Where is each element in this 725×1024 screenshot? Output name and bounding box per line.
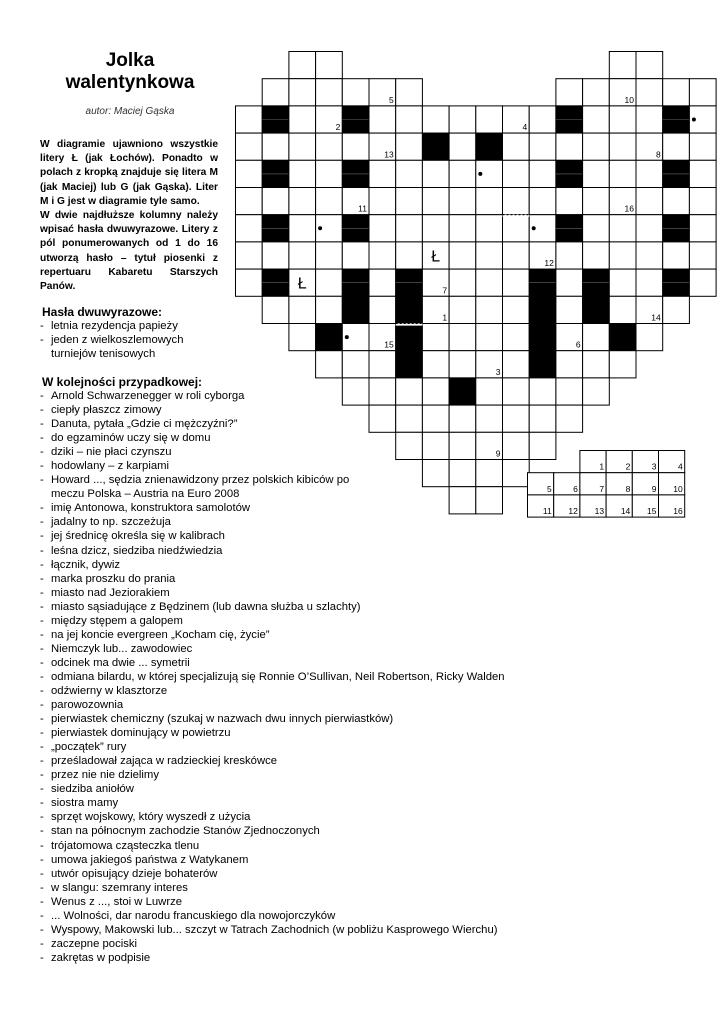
clue-item: - leśna dzicz, siedziba niedźwiedzia: [40, 544, 505, 558]
grid-cell[interactable]: [289, 52, 316, 79]
grid-cell[interactable]: [396, 405, 423, 432]
grid-cell[interactable]: [262, 296, 289, 323]
clue-item: - trójatomowa cząsteczka tlenu: [40, 839, 505, 853]
grid-cell[interactable]: [422, 378, 449, 405]
grid-cell[interactable]: [689, 269, 716, 296]
grid-cell[interactable]: [369, 269, 396, 296]
grid-cell[interactable]: [556, 269, 583, 296]
grid-cell[interactable]: [369, 242, 396, 269]
answer-cell-number: 11: [542, 506, 552, 517]
instructions-paragraph-1: W diagramie ujawniono wszystkie litery Ł (jak Łochów). Ponadto w polach z kropką znajduje się litera M (jak Maciej) lub G (jak Gąska). Liter M i G jest w diagramie tyle samo.: [40, 139, 218, 207]
grid-cell[interactable]: [636, 160, 663, 187]
clue-item: - przez nie nie dzielimy: [40, 768, 505, 782]
answer-cell-number: 8: [625, 483, 631, 494]
clue-item: - Howard ..., sędzia znienawidzony przez polskich kibiców po meczu Polska – Austria na Euro 2008: [40, 473, 381, 501]
clue-item: - ... Wolności, dar narodu francuskiego dla nowojorczyków: [40, 909, 505, 923]
answer-cell-number: 12: [568, 506, 578, 517]
black-cell: [609, 324, 636, 351]
black-cell: [529, 296, 556, 323]
grid-cell[interactable]: [449, 296, 476, 323]
clue-item: - Arnold Schwarzenegger w roli cyborga: [40, 389, 505, 403]
grid-cell[interactable]: [289, 324, 316, 351]
black-cell: [316, 324, 343, 351]
grid-cell[interactable]: [503, 133, 530, 160]
clue-item: - „początek” rury: [40, 740, 505, 754]
dot-marker: [398, 362, 402, 366]
given-letter: Ł: [297, 275, 307, 293]
grid-cell[interactable]: [636, 242, 663, 269]
cell-number: 8: [655, 149, 661, 160]
grid-cell[interactable]: [636, 106, 663, 133]
grid-cell[interactable]: [369, 296, 396, 323]
two-word-clue: - letnia rezydencja papieży: [40, 319, 230, 333]
grid-cell[interactable]: [289, 160, 316, 187]
grid-cell[interactable]: [236, 160, 263, 187]
grid-cell[interactable]: [583, 133, 610, 160]
cell-number: 12: [544, 258, 554, 269]
grid-cell[interactable]: [583, 242, 610, 269]
grid-cell[interactable]: [503, 405, 530, 432]
answer-cell-number: 16: [673, 506, 683, 517]
grid-cell[interactable]: [289, 133, 316, 160]
clue-item: - na jej koncie evergreen „Kocham cię, życie”: [40, 628, 505, 642]
clue-item: - łącznik, dywiz: [40, 558, 505, 572]
grid-cell[interactable]: [449, 106, 476, 133]
clue-item: - dziki – nie płaci czynszu: [40, 445, 505, 459]
grid-cell[interactable]: [396, 79, 423, 106]
cell-number: 16: [624, 203, 634, 214]
grid-cell[interactable]: [476, 215, 503, 242]
grid-cell[interactable]: [583, 160, 610, 187]
grid-cell[interactable]: [609, 242, 636, 269]
grid-cell[interactable]: [342, 79, 369, 106]
grid-cell[interactable]: [583, 378, 610, 405]
grid-cell[interactable]: [556, 296, 583, 323]
grid-cell[interactable]: [342, 378, 369, 405]
grid-cell[interactable]: [476, 487, 503, 514]
cell-number: 15: [384, 339, 394, 350]
grid-cell[interactable]: [342, 133, 369, 160]
clue-item: - odźwierny w klasztorze: [40, 684, 505, 698]
grid-cell[interactable]: [396, 133, 423, 160]
grid-cell[interactable]: [449, 133, 476, 160]
dot-marker: [532, 226, 536, 230]
grid-cell[interactable]: [609, 133, 636, 160]
grid-cell[interactable]: [529, 133, 556, 160]
dot-marker: [345, 335, 349, 339]
cell-number: 3: [495, 366, 501, 377]
clue-item: - miasto nad Jeziorakiem: [40, 586, 505, 600]
clue-item: - marka proszku do prania: [40, 572, 505, 586]
answer-cell-number: 1: [599, 461, 605, 472]
grid-cell[interactable]: [422, 405, 449, 432]
grid-cell[interactable]: [529, 188, 556, 215]
black-cell: [583, 296, 610, 323]
dot-marker: [692, 118, 696, 122]
grid-cell[interactable]: [609, 296, 636, 323]
grid-cell[interactable]: [342, 242, 369, 269]
grid-cell[interactable]: [663, 188, 690, 215]
black-cell: [396, 296, 423, 323]
grid-cell[interactable]: [583, 106, 610, 133]
grid-cell[interactable]: [369, 351, 396, 378]
grid-cell[interactable]: [663, 79, 690, 106]
grid-cell[interactable]: [609, 351, 636, 378]
answer-cell-number: 10: [673, 483, 683, 494]
grid-cell[interactable]: [689, 215, 716, 242]
grid-cell[interactable]: [342, 351, 369, 378]
clue-item: - odmiana bilardu, w której specjalizują się Ronnie O’Sullivan, Neil Robertson, Ricky Walden: [40, 670, 505, 684]
grid-cell[interactable]: [396, 432, 423, 459]
clue-item: - pierwiastek chemiczny (szukaj w nazwach dwu innych pierwiastków): [40, 712, 505, 726]
grid-cell[interactable]: [449, 324, 476, 351]
grid-cell[interactable]: [476, 460, 503, 487]
grid-cell[interactable]: [369, 188, 396, 215]
grid-cell[interactable]: [289, 242, 316, 269]
grid-cell[interactable]: [476, 269, 503, 296]
clue-item: - siedziba aniołów: [40, 782, 505, 796]
clue-item: - miasto sąsiadujące z Będzinem (lub dawna służba u szlachty): [40, 600, 505, 614]
black-cell: [529, 324, 556, 351]
grid-cell[interactable]: [689, 160, 716, 187]
cell-number: 10: [624, 94, 634, 105]
grid-cell[interactable]: [396, 378, 423, 405]
grid-cell[interactable]: [583, 324, 610, 351]
given-letter: Ł: [431, 248, 441, 266]
cell-number: 5: [388, 94, 394, 105]
grid-cell[interactable]: [289, 79, 316, 106]
clue-item: - Wyspowy, Makowski lub... szczyt w Tatrach Zachodnich (w pobliżu Kasprowego Wierchu): [40, 923, 505, 937]
grid-cell[interactable]: [396, 215, 423, 242]
answer-cell-number: 6: [573, 483, 578, 494]
grid-cell[interactable]: [556, 405, 583, 432]
answer-cell-number: 4: [677, 461, 683, 472]
grid-cell[interactable]: [289, 215, 316, 242]
cell-number: 2: [335, 122, 341, 133]
cell-number: 14: [651, 312, 661, 323]
grid-cell[interactable]: [236, 188, 263, 215]
grid-cell[interactable]: [503, 188, 530, 215]
grid-cell[interactable]: [422, 106, 449, 133]
grid-cell[interactable]: [316, 242, 343, 269]
grid-cell[interactable]: [503, 351, 530, 378]
grid-cell[interactable]: [476, 324, 503, 351]
grid-cell[interactable]: [503, 160, 530, 187]
grid-cell[interactable]: [236, 269, 263, 296]
grid-cell[interactable]: [449, 160, 476, 187]
grid-cell[interactable]: [422, 188, 449, 215]
grid-cell[interactable]: [396, 160, 423, 187]
clue-item: - siostra mamy: [40, 796, 505, 810]
answer-cell-number: 3: [651, 461, 657, 472]
grid-cell[interactable]: [663, 133, 690, 160]
clue-item: - pierwiastek dominujący w powietrzu: [40, 726, 505, 740]
clue-item: - zakrętas w podpisie: [40, 951, 505, 965]
grid-cell[interactable]: [449, 242, 476, 269]
grid-cell[interactable]: [236, 133, 263, 160]
grid-cell[interactable]: [396, 106, 423, 133]
grid-cell[interactable]: [369, 106, 396, 133]
cell-number: 6: [575, 339, 581, 350]
grid-cell[interactable]: [503, 269, 530, 296]
grid-cell[interactable]: [289, 106, 316, 133]
grid-cell[interactable]: [689, 79, 716, 106]
grid-cell[interactable]: [316, 52, 343, 79]
grid-cell[interactable]: [369, 215, 396, 242]
grid-cell[interactable]: [503, 460, 530, 487]
grid-cell[interactable]: [529, 378, 556, 405]
grid-cell[interactable]: [369, 405, 396, 432]
clue-item: - utwór opisujący dzieje bohaterów: [40, 867, 505, 881]
author-line: autor: Maciej Gąska: [85, 106, 175, 117]
title-line-2: walentynkowa: [65, 72, 195, 93]
grid-cell[interactable]: [316, 188, 343, 215]
grid-cell[interactable]: [503, 296, 530, 323]
random-order-heading: W kolejności przypadkowej:: [42, 375, 203, 389]
clue-item: - Niemczyk lub... zawodowiec: [40, 642, 505, 656]
answer-cell-number: 7: [599, 483, 605, 494]
dot-marker: [318, 226, 322, 230]
grid-cell[interactable]: [476, 188, 503, 215]
grid-cell[interactable]: [503, 378, 530, 405]
grid-cell[interactable]: [663, 296, 690, 323]
grid-cell[interactable]: [689, 242, 716, 269]
grid-cell[interactable]: [449, 188, 476, 215]
grid-cell[interactable]: [422, 460, 449, 487]
grid-cell[interactable]: [236, 106, 263, 133]
title-line-1: Jolka: [105, 50, 155, 71]
grid-cell[interactable]: [289, 296, 316, 323]
grid-cell[interactable]: [476, 405, 503, 432]
grid-cell[interactable]: [262, 79, 289, 106]
grid-cell[interactable]: [503, 432, 530, 459]
clue-item: - jej średnicę określa się w kalibrach: [40, 529, 505, 543]
grid-cell[interactable]: [503, 324, 530, 351]
grid-cell[interactable]: [422, 215, 449, 242]
grid-cell[interactable]: [422, 324, 449, 351]
grid-cell[interactable]: [369, 378, 396, 405]
clue-item: - w slangu: szemrany interes: [40, 881, 505, 895]
grid-cell[interactable]: [449, 351, 476, 378]
grid-cell[interactable]: [449, 460, 476, 487]
black-cell: [422, 133, 449, 160]
clue-item: - umowa jakiegoś państwa z Watykanem: [40, 853, 505, 867]
answer-cell-number: 2: [625, 461, 631, 472]
grid-cell[interactable]: [316, 160, 343, 187]
clue-item: - zaczepne pociski: [40, 937, 505, 951]
grid-cell[interactable]: [236, 215, 263, 242]
grid-cell[interactable]: [689, 188, 716, 215]
grid-cell[interactable]: [529, 106, 556, 133]
grid-cell[interactable]: [636, 215, 663, 242]
grid-cell[interactable]: [636, 188, 663, 215]
grid-cell[interactable]: [556, 351, 583, 378]
grid-cell[interactable]: [556, 378, 583, 405]
cell-number: 1: [442, 312, 448, 323]
clue-item: - stan na północnym zachodzie Stanów Zjednoczonych: [40, 824, 505, 838]
grid-cell[interactable]: [262, 133, 289, 160]
grid-cell[interactable]: [529, 160, 556, 187]
grid-cell[interactable]: [609, 160, 636, 187]
grid-cell[interactable]: [316, 296, 343, 323]
grid-cell[interactable]: [556, 133, 583, 160]
grid-cell[interactable]: [449, 487, 476, 514]
grid-cell[interactable]: [636, 79, 663, 106]
grid-cell[interactable]: [422, 432, 449, 459]
grid-cell[interactable]: [689, 133, 716, 160]
dot-marker: [478, 172, 482, 176]
grid-cell[interactable]: [449, 269, 476, 296]
grid-cell[interactable]: [636, 324, 663, 351]
answer-cell-number: 9: [651, 483, 657, 494]
clue-item: - jadalny to np. szczeżuja: [40, 515, 505, 529]
cell-number: 13: [384, 149, 394, 160]
grid-cell[interactable]: [236, 242, 263, 269]
cell-number: 11: [358, 203, 367, 214]
clue-item: - między stępem a galopem: [40, 614, 505, 628]
grid-cell[interactable]: [609, 215, 636, 242]
grid-cell[interactable]: [636, 269, 663, 296]
grid-cell[interactable]: [316, 133, 343, 160]
grid-cell[interactable]: [609, 269, 636, 296]
grid-cell[interactable]: [449, 215, 476, 242]
instructions-paragraph-2: W dwie najdłuższe kolumny należy wpisać hasła dwuwyrazowe. Litery z pól ponumerowanych od 1 do 16 utworzą hasło – tytuł piosenki z repertuaru Kabaretu Starszych Panów.: [40, 210, 218, 293]
clue-item: - Danuta, pytała „Gdzie ci mężczyźni?”: [40, 417, 505, 431]
grid-cell[interactable]: [369, 160, 396, 187]
clue-item: - imię Antonowa, konstruktora samolotów: [40, 501, 505, 515]
grid-cell[interactable]: [556, 188, 583, 215]
clue-item: - hodowlany – z karpiami: [40, 459, 505, 473]
grid-cell[interactable]: [316, 351, 343, 378]
grid-cell[interactable]: [449, 405, 476, 432]
grid-cell[interactable]: [609, 106, 636, 133]
grid-cell[interactable]: [556, 242, 583, 269]
grid-cell[interactable]: [262, 188, 289, 215]
grid-cell[interactable]: [396, 188, 423, 215]
grid-cell[interactable]: [316, 79, 343, 106]
grid-cell[interactable]: [476, 378, 503, 405]
grid-cell[interactable]: [583, 351, 610, 378]
grid-cell[interactable]: [663, 242, 690, 269]
grid-cell[interactable]: [503, 242, 530, 269]
black-cell: [476, 133, 503, 160]
clue-item: - Wenus z ..., stoi w Luwrze: [40, 895, 505, 909]
grid-cell[interactable]: [583, 188, 610, 215]
grid-cell[interactable]: [449, 432, 476, 459]
grid-cell[interactable]: [476, 296, 503, 323]
grid-cell[interactable]: [476, 242, 503, 269]
cell-number: 7: [442, 285, 448, 296]
two-word-clue: - jeden z wielkoszlemowych turniejów tenisowych: [40, 333, 216, 361]
black-cell: [449, 378, 476, 405]
clue-item: - odcinek ma dwie ... symetrii: [40, 656, 505, 670]
grid-cell[interactable]: [529, 432, 556, 459]
grid-cell[interactable]: [289, 188, 316, 215]
grid-cell[interactable]: [316, 269, 343, 296]
two-word-heading: Hasła dwuwyrazowe:: [42, 305, 163, 319]
answer-cell-number: 14: [620, 506, 631, 517]
black-cell: [342, 296, 369, 323]
clue-item: - do egzaminów uczy się w domu: [40, 431, 505, 445]
clue-item: - sprzęt wojskowy, który wyszedł z użycia: [40, 810, 505, 824]
grid-cell[interactable]: [636, 52, 663, 79]
answer-cell-number: 15: [647, 506, 657, 517]
grid-cell[interactable]: [583, 79, 610, 106]
answer-cell-number: 5: [546, 483, 552, 494]
clue-item: - ciepły płaszcz zimowy: [40, 403, 505, 417]
cell-number: 9: [495, 448, 501, 459]
cell-number: 4: [522, 122, 528, 133]
grid-cell[interactable]: [583, 215, 610, 242]
clue-item: - prześladował zająca w radzieckiej kreskówce: [40, 754, 505, 768]
clue-item: - parowozownia: [40, 698, 505, 712]
black-cell: [396, 324, 423, 351]
grid-cell[interactable]: [476, 106, 503, 133]
grid-cell[interactable]: [422, 160, 449, 187]
grid-cell[interactable]: [262, 242, 289, 269]
grid-cell[interactable]: [609, 52, 636, 79]
grid-cell[interactable]: [529, 405, 556, 432]
black-cell: [529, 351, 556, 378]
grid-cell[interactable]: [556, 79, 583, 106]
grid-cell[interactable]: [396, 242, 423, 269]
grid-cell[interactable]: [503, 215, 530, 242]
answer-cell-number: 13: [594, 506, 605, 517]
grid-cell[interactable]: [422, 351, 449, 378]
